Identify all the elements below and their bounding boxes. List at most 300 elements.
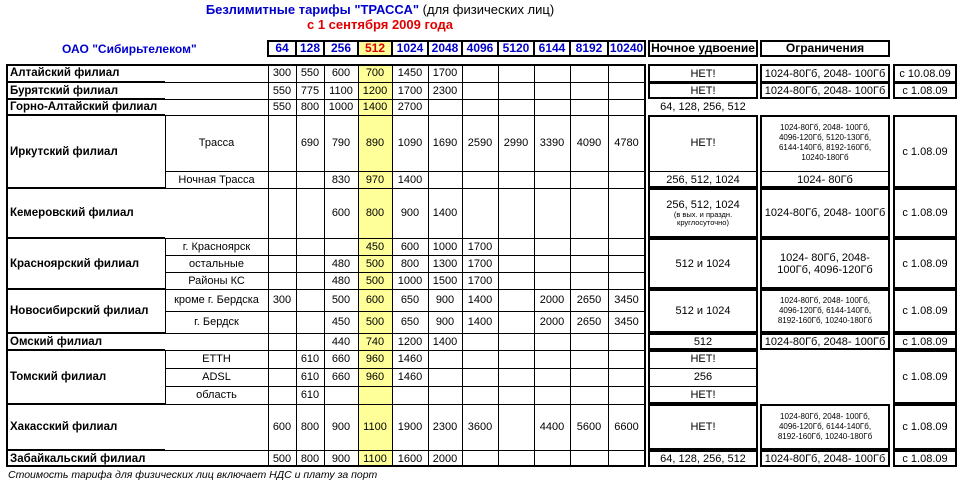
buryat-price-256	[324, 82, 358, 99]
krasn-1-price-6144	[534, 255, 570, 272]
krasn-1-price-1024	[392, 255, 428, 272]
novosib-0-price-1024	[392, 289, 428, 311]
date-omsk-value	[893, 333, 957, 350]
tomsk-1-price-128-text: 610	[300, 371, 320, 383]
novosib-0-price-4096	[462, 289, 498, 311]
altai-price-8192	[570, 64, 608, 82]
sub-irkutsk-night-text: Ночная Трасса	[178, 173, 255, 186]
gorno-price-2048	[428, 99, 462, 115]
novosib-0-price-6144	[534, 289, 570, 311]
khakas-price-6144	[534, 404, 570, 450]
irkutsk-night-price-512	[358, 171, 392, 188]
branch-novosib	[6, 289, 165, 333]
novosib-1-price-512	[358, 311, 392, 333]
krasn-0-price-512	[358, 238, 392, 255]
limits-krasn-value-line: 1024- 80Гб, 2048-	[780, 251, 870, 264]
zabaik-price-1024	[392, 450, 428, 467]
novosib-1-price-4096-text: 1400	[467, 316, 493, 328]
limits-novosib-value-line: 4096-120Гб, 6144-140Гб,	[778, 306, 872, 315]
novosib-1-price-128	[296, 311, 324, 333]
limits-novosib-value-line: 8192-160Гб, 10240-180Гб	[777, 316, 873, 325]
date-zabaik-value-text: с 1.08.09	[902, 452, 948, 465]
novosib-1-price-1024	[392, 311, 428, 333]
limits-krasn-value-line: 100Гб, 4096-120Гб	[777, 263, 873, 276]
krasn-0-price-256	[324, 238, 358, 255]
gorno-price-128-text: 800	[300, 101, 320, 113]
limits-irkutsk-night-text: 1024- 80Гб	[797, 173, 853, 186]
tomsk-0-price-128	[296, 350, 324, 368]
novosib-0-price-2048	[428, 289, 462, 311]
tomsk-1-price-5120	[498, 368, 534, 386]
krasn-2-price-2048-text: 1500	[432, 274, 458, 287]
limits-irkutsk-night	[760, 171, 890, 188]
zabaik-price-256-text: 900	[331, 452, 351, 465]
night-kemerovo-note: (в вых. и праздн.	[673, 210, 733, 219]
buryat-price-8192	[570, 82, 608, 99]
krasn-0-price-64	[268, 238, 296, 255]
kemerovo-price-1024-text: 900	[400, 207, 420, 219]
irkutsk-trassa-price-8192	[570, 115, 608, 171]
tomsk-0-price-4096	[462, 350, 498, 368]
novosib-0-price-256	[324, 289, 358, 311]
branch-gorno-text: Горно-Алтайский филиал	[10, 101, 158, 113]
irkutsk-night-price-2048	[428, 171, 462, 188]
krasn-0-price-8192	[570, 238, 608, 255]
gorno-price-8192	[570, 99, 608, 115]
irkutsk-night-price-10240	[608, 171, 645, 188]
altai-price-4096	[462, 64, 498, 82]
novosib-0-price-64-text: 300	[272, 294, 292, 306]
sub-irkutsk-trassa	[165, 115, 268, 171]
tomsk-1-price-10240	[608, 368, 645, 386]
night-tomsk-1-text: 256	[693, 371, 713, 383]
date-khakas-value	[893, 404, 957, 450]
limits-kemerovo-value-text: 1024-80Гб, 2048- 100Гб	[764, 207, 886, 219]
krasn-2-price-2048	[428, 272, 462, 289]
gorno-price-256	[324, 99, 358, 115]
tomsk-2-price-128-text: 610	[300, 389, 320, 401]
footer-note: Стоимость тарифа для физических лиц включает НДС и плату за порт	[8, 469, 378, 481]
kemerovo-price-256-text: 600	[331, 207, 351, 219]
khakas-price-5120	[498, 404, 534, 450]
novosib-0-price-5120	[498, 289, 534, 311]
zabaik-price-64-text: 500	[272, 452, 292, 465]
limits-omsk-value	[760, 333, 890, 350]
buryat-price-4096	[462, 82, 498, 99]
krasn-2-price-8192	[570, 272, 608, 289]
krasn-1-price-512	[358, 255, 392, 272]
branch-separator	[6, 403, 165, 405]
omsk-price-512-text: 740	[365, 335, 385, 348]
krasn-1-price-128	[296, 255, 324, 272]
altai-price-512	[358, 64, 392, 82]
tomsk-2-price-64	[268, 386, 296, 404]
tomsk-0-price-8192	[570, 350, 608, 368]
title-note: (для физических лиц)	[422, 2, 555, 17]
buryat-price-128	[296, 82, 324, 99]
irkutsk-night-price-64	[268, 171, 296, 188]
krasn-2-price-128	[296, 272, 324, 289]
night-kemerovo-text: 256, 512, 1024	[666, 199, 740, 211]
gorno-price-4096	[462, 99, 498, 115]
irkutsk-trassa-price-2048	[428, 115, 462, 171]
date-novosib-value	[893, 289, 957, 333]
limits-altai-value	[760, 64, 890, 83]
tomsk-0-price-2048	[428, 350, 462, 368]
irkutsk-trassa-price-4096	[462, 115, 498, 171]
irkutsk-trassa-price-1024-text: 1090	[397, 137, 423, 149]
altai-price-5120	[498, 64, 534, 82]
krasn-1-price-1024-text: 800	[400, 257, 420, 270]
night-irkutsk-night-text: 256, 512, 1024	[666, 173, 740, 186]
night-irkutsk-night	[648, 171, 758, 188]
date-krasn-value	[893, 238, 957, 289]
novosib-1-price-5120	[498, 311, 534, 333]
limits-khakas-value-line: 8192-160Гб, 10240-180Гб	[777, 432, 873, 441]
altai-price-1024-text: 1450	[397, 67, 423, 79]
krasn-0-price-10240	[608, 238, 645, 255]
irkutsk-trassa-price-128	[296, 115, 324, 171]
altai-price-6144	[534, 64, 570, 82]
tomsk-2-price-2048	[428, 386, 462, 404]
novosib-0-price-8192-text: 2650	[576, 294, 602, 306]
irkutsk-night-price-512-text: 970	[365, 173, 385, 186]
irkutsk-night-price-1024	[392, 171, 428, 188]
limits-buryat-value-text: 1024-80Гб, 2048- 100Гб	[764, 84, 886, 97]
night-krasn-value-text: 512 и 1024	[675, 257, 731, 270]
irkutsk-night-price-128	[296, 171, 324, 188]
krasn-1-price-256	[324, 255, 358, 272]
limits-altai-value-text: 1024-80Гб, 2048- 100Гб	[764, 67, 886, 80]
tomsk-0-price-512-text: 960	[365, 353, 385, 365]
sub-krasn-0	[165, 238, 268, 255]
omsk-price-8192	[570, 333, 608, 350]
tomsk-1-price-1024-text: 1460	[397, 371, 423, 383]
tomsk-1-price-512-text: 960	[365, 371, 385, 383]
krasn-2-price-512-text: 500	[365, 274, 385, 287]
altai-price-2048	[428, 64, 462, 82]
krasn-0-price-6144	[534, 238, 570, 255]
branch-buryat-text: Бурятский филиал	[10, 84, 119, 97]
novosib-0-price-10240-text: 3450	[614, 294, 639, 306]
altai-price-256-text: 600	[331, 67, 351, 79]
date-novosib-value-text: с 1.08.09	[902, 305, 948, 317]
date-omsk-value-text: с 1.08.09	[902, 335, 948, 348]
altai-price-256	[324, 64, 358, 82]
khakas-price-1024	[392, 404, 428, 450]
tomsk-2-price-5120	[498, 386, 534, 404]
altai-price-512-text: 700	[365, 67, 385, 79]
buryat-price-64-text: 550	[272, 84, 292, 97]
sub-krasn-2-text: Районы КС	[188, 274, 245, 287]
irkutsk-night-price-1024-text: 1400	[397, 173, 423, 186]
irkutsk-trassa-price-512-text: 890	[365, 137, 385, 149]
irkutsk-trassa-price-256-text: 790	[331, 137, 351, 149]
khakas-price-512	[358, 404, 392, 450]
zabaik-price-512	[358, 450, 392, 467]
tomsk-1-price-512	[358, 368, 392, 386]
col-divider	[645, 64, 646, 467]
night-khakas-value	[648, 404, 758, 450]
zabaik-price-64	[268, 450, 296, 467]
zabaik-price-2048-text: 2000	[432, 452, 458, 465]
limits-irkutsk-trassa-line: 6144-140Гб, 8192-160Гб,	[778, 143, 872, 152]
krasn-2-price-4096	[462, 272, 498, 289]
date-buryat-value	[893, 82, 957, 99]
irkutsk-trassa-price-6144-text: 3390	[539, 137, 565, 149]
krasn-1-price-512-text: 500	[365, 257, 385, 270]
buryat-price-512	[358, 82, 392, 99]
khakas-price-256-text: 900	[331, 421, 351, 433]
novosib-1-price-4096	[462, 311, 498, 333]
org-name: ОАО "Сибирьтелеком"	[62, 42, 197, 56]
limits-zabaik-value	[760, 450, 890, 467]
tomsk-0-price-128-text: 610	[300, 353, 320, 365]
novosib-1-price-512-text: 500	[365, 316, 385, 328]
kemerovo-price-256	[324, 188, 358, 238]
tomsk-2-price-256	[324, 386, 358, 404]
sub-irkutsk-trassa-text: Трасса	[198, 137, 235, 149]
altai-price-128-text: 550	[300, 67, 320, 79]
khakas-price-64-text: 600	[272, 421, 292, 433]
limits-irkutsk-trassa-line: 4096-120Гб, 5120-130Гб,	[778, 133, 872, 142]
night-irkutsk-trassa	[648, 115, 758, 171]
krasn-2-price-64	[268, 272, 296, 289]
tomsk-0-price-6144	[534, 350, 570, 368]
tomsk-2-price-4096	[462, 386, 498, 404]
khakas-price-2048-text: 2300	[432, 421, 458, 433]
branch-omsk	[6, 333, 268, 350]
irkutsk-trassa-price-5120-text: 2990	[503, 137, 529, 149]
sub-novosib-1	[165, 311, 268, 333]
branch-buryat	[6, 82, 268, 99]
omsk-price-6144	[534, 333, 570, 350]
gorno-price-1024	[392, 99, 428, 115]
zabaik-price-1024-text: 1600	[397, 452, 423, 465]
branch-separator	[6, 288, 165, 290]
irkutsk-trassa-price-10240	[608, 115, 645, 171]
night-buryat-value	[648, 82, 758, 99]
branch-separator	[6, 332, 165, 334]
kemerovo-price-8192	[570, 188, 608, 238]
limits-krasn-value	[760, 238, 890, 289]
branch-separator	[6, 349, 165, 351]
krasn-0-price-1024-text: 600	[400, 240, 420, 253]
sub-tomsk-2-text: область	[196, 389, 237, 401]
krasn-2-price-1024-text: 1000	[397, 274, 423, 287]
gorno-price-128	[296, 99, 324, 115]
kemerovo-price-64	[268, 188, 296, 238]
omsk-price-256-text: 440	[331, 335, 351, 348]
novosib-0-price-6144-text: 2000	[539, 294, 565, 306]
buryat-price-2048	[428, 82, 462, 99]
buryat-price-10240	[608, 82, 645, 99]
speed-header-10240: 10240	[607, 40, 646, 57]
khakas-price-10240	[608, 404, 645, 450]
limits-irkutsk-trassa	[760, 115, 890, 171]
night-omsk-value	[648, 333, 758, 350]
sub-tomsk-1	[165, 368, 268, 386]
khakas-price-2048	[428, 404, 462, 450]
khakas-price-256	[324, 404, 358, 450]
zabaik-price-2048	[428, 450, 462, 467]
krasn-1-price-2048-text: 1300	[432, 257, 458, 270]
speed-header-64: 64	[267, 40, 297, 57]
limits-novosib-value-line: 1024-80Гб, 2048- 100Гб,	[780, 296, 870, 305]
khakas-price-64	[268, 404, 296, 450]
altai-price-1024	[392, 64, 428, 82]
irkutsk-trassa-price-2048-text: 1690	[432, 137, 458, 149]
kemerovo-price-10240	[608, 188, 645, 238]
branch-tomsk-text: Томский филиал	[10, 371, 107, 383]
novosib-0-price-1024-text: 650	[400, 294, 420, 306]
krasn-2-price-6144	[534, 272, 570, 289]
date-krasn-value-text: с 1.08.09	[902, 257, 948, 270]
buryat-price-256-text: 1100	[329, 84, 353, 97]
novosib-1-price-2048-text: 900	[435, 316, 455, 328]
irkutsk-night-price-256-text: 830	[331, 173, 351, 186]
irkutsk-night-price-4096	[462, 171, 498, 188]
sub-irkutsk-night	[165, 171, 268, 188]
night-altai-value	[648, 64, 758, 83]
limits-buryat-value	[760, 82, 890, 99]
branch-krasn-text: Красноярский филиал	[10, 257, 140, 270]
irkutsk-night-price-256	[324, 171, 358, 188]
novosib-0-price-64	[268, 289, 296, 311]
irkutsk-trassa-price-4096-text: 2590	[467, 137, 493, 149]
khakas-price-6144-text: 4400	[539, 421, 565, 433]
khakas-price-128	[296, 404, 324, 450]
night-gorno-value	[648, 99, 758, 115]
novosib-0-price-2048-text: 900	[435, 294, 455, 306]
novosib-1-price-1024-text: 650	[400, 316, 420, 328]
omsk-price-512	[358, 333, 392, 350]
branch-separator	[6, 114, 165, 116]
speed-header-5120: 5120	[497, 40, 535, 57]
irkutsk-night-price-8192	[570, 171, 608, 188]
tomsk-2-price-128	[296, 386, 324, 404]
krasn-0-price-4096-text: 1700	[467, 240, 493, 253]
speed-header-2048: 2048	[427, 40, 463, 57]
buryat-price-6144	[534, 82, 570, 99]
branch-separator	[6, 449, 165, 451]
novosib-1-price-256	[324, 311, 358, 333]
novosib-1-price-64	[268, 311, 296, 333]
khakas-price-512-text: 1100	[363, 421, 387, 433]
speed-header-1024: 1024	[391, 40, 429, 57]
buryat-price-64	[268, 82, 296, 99]
title-main: Безлимитные тарифы "ТРАССА"	[205, 2, 420, 17]
tomsk-2-price-6144	[534, 386, 570, 404]
omsk-price-2048	[428, 333, 462, 350]
gorno-price-6144	[534, 99, 570, 115]
kemerovo-price-1024	[392, 188, 428, 238]
date-tomsk-value-text: с 1.08.09	[902, 371, 948, 383]
tomsk-0-price-10240	[608, 350, 645, 368]
zabaik-price-256	[324, 450, 358, 467]
zabaik-price-10240	[608, 450, 645, 467]
branch-altai-text: Алтайский филиал	[10, 67, 120, 79]
khakas-price-10240-text: 6600	[614, 421, 639, 433]
speed-header-6144: 6144	[533, 40, 571, 57]
omsk-price-1024	[392, 333, 428, 350]
branch-separator	[6, 237, 165, 239]
sub-novosib-1-text: г. Бердск	[194, 316, 239, 328]
night-tomsk-0	[648, 350, 758, 368]
kemerovo-price-2048	[428, 188, 462, 238]
novosib-0-price-256-text: 500	[331, 294, 351, 306]
omsk-price-2048-text: 1400	[432, 335, 458, 348]
irkutsk-trassa-price-256	[324, 115, 358, 171]
speed-header-128: 128	[295, 40, 325, 57]
night-kemerovo-note: круглосуточно)	[677, 218, 729, 227]
limits-kemerovo-value	[760, 188, 890, 238]
night-buryat-value-text: НЕТ!	[690, 84, 716, 97]
novosib-0-price-4096-text: 1400	[467, 294, 493, 306]
night-header: Ночное удвоение	[648, 40, 758, 57]
branch-zabaik-text: Забайкальский филиал	[10, 452, 146, 465]
khakas-price-1024-text: 1900	[397, 421, 423, 433]
gorno-price-64-text: 550	[272, 101, 292, 113]
night-irkutsk-trassa-text: НЕТ!	[690, 137, 716, 149]
altai-price-10240	[608, 64, 645, 82]
tomsk-2-price-1024	[392, 386, 428, 404]
omsk-price-10240	[608, 333, 645, 350]
krasn-0-price-5120	[498, 238, 534, 255]
gorno-price-64	[268, 99, 296, 115]
date-khakas-value-text: с 1.08.09	[902, 421, 948, 433]
tomsk-0-price-512	[358, 350, 392, 368]
tomsk-1-price-8192	[570, 368, 608, 386]
date-altai-value	[893, 64, 957, 83]
sub-tomsk-2	[165, 386, 268, 404]
tomsk-0-price-64	[268, 350, 296, 368]
date-buryat-value-text: с 1.08.09	[902, 84, 948, 97]
zabaik-price-128	[296, 450, 324, 467]
buryat-price-2048-text: 2300	[432, 84, 458, 97]
zabaik-price-512-text: 1100	[363, 452, 387, 465]
branch-separator	[6, 187, 165, 189]
branch-novosib-text: Новосибирский филиал	[10, 305, 149, 317]
night-tomsk-2-text: НЕТ!	[690, 389, 716, 401]
krasn-2-price-1024	[392, 272, 428, 289]
zabaik-price-5120	[498, 450, 534, 467]
krasn-2-price-256-text: 480	[331, 274, 351, 287]
buryat-price-5120	[498, 82, 534, 99]
tomsk-1-price-256-text: 660	[331, 371, 351, 383]
irkutsk-trassa-price-1024	[392, 115, 428, 171]
branch-altai	[6, 64, 268, 82]
night-novosib-value	[648, 289, 758, 333]
limits-irkutsk-trassa-line: 1024-80Гб, 2048- 100Гб,	[780, 123, 870, 132]
gorno-price-256-text: 1000	[328, 101, 354, 113]
krasn-1-price-64	[268, 255, 296, 272]
novosib-0-price-10240	[608, 289, 645, 311]
krasn-1-price-2048	[428, 255, 462, 272]
krasn-1-price-8192	[570, 255, 608, 272]
krasn-2-price-10240	[608, 272, 645, 289]
night-tomsk-1	[648, 368, 758, 386]
krasn-2-price-256	[324, 272, 358, 289]
title-date: с 1 сентября 2009 года	[307, 17, 453, 32]
limits-khakas-value-line: 4096-120Гб, 6144-140Гб,	[778, 422, 872, 431]
night-krasn-value	[648, 238, 758, 289]
tomsk-1-price-2048	[428, 368, 462, 386]
krasn-1-price-4096-text: 1700	[467, 257, 493, 270]
night-zabaik-value-text: 64, 128, 256, 512	[660, 452, 746, 465]
krasn-2-price-512	[358, 272, 392, 289]
limits-novosib-value	[760, 289, 890, 333]
